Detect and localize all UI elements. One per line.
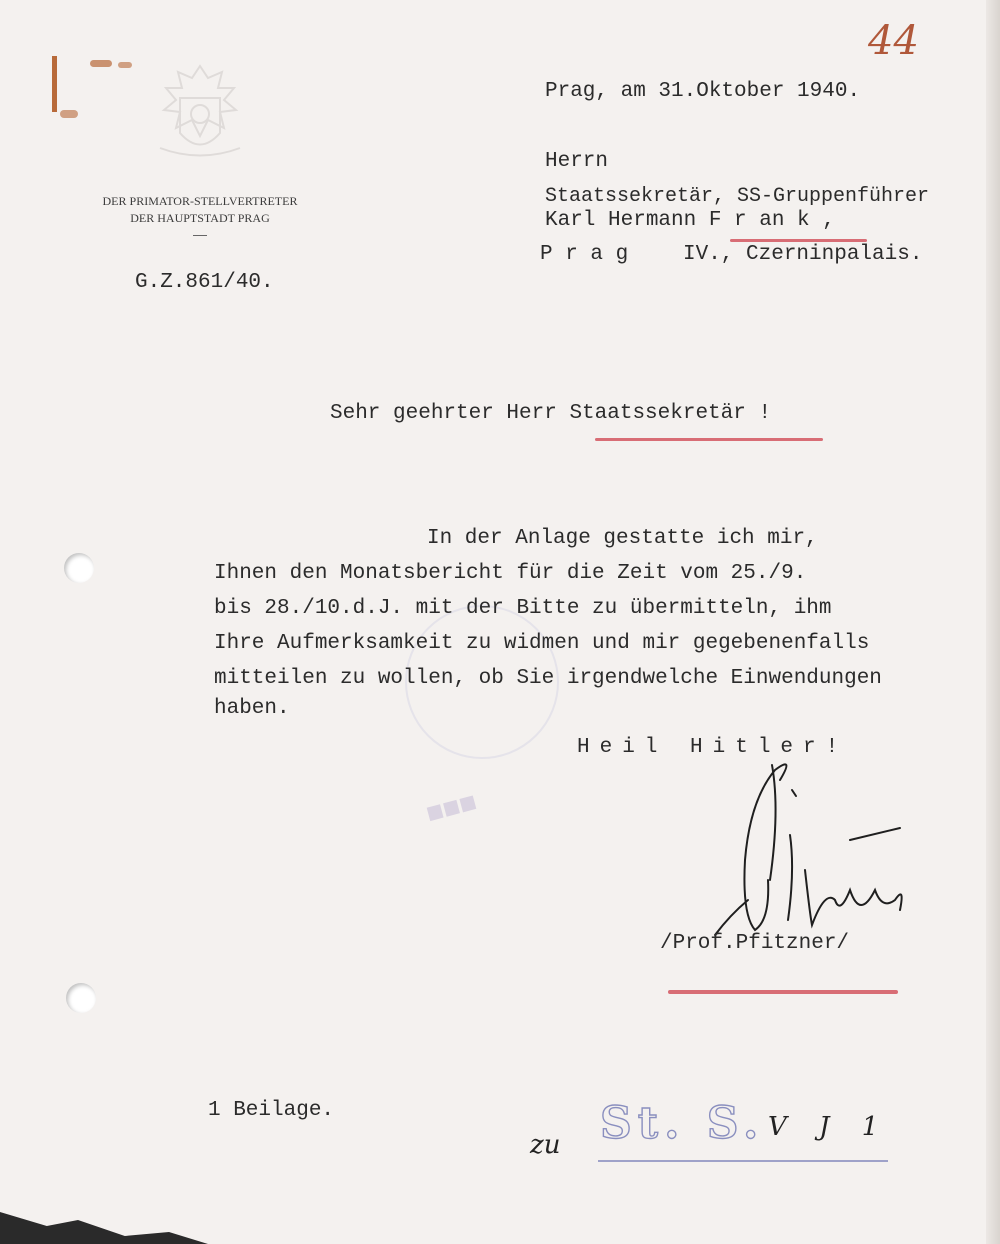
handwritten-signature — [700, 750, 930, 950]
red-pencil-underline-greeting — [595, 438, 823, 441]
rust-mark — [118, 62, 132, 68]
enclosure-note: 1 Beilage. — [208, 1099, 335, 1122]
handwritten-file-reference: V J 1 — [768, 1112, 891, 1142]
address-line-name: Karl Hermann F r an k , — [545, 209, 835, 232]
body-line: haben. — [214, 697, 290, 720]
address-line-title: Staatssekretär, SS-Gruppenführer — [545, 185, 930, 208]
letterhead-subtitle: DER HAUPTSTADT PRAG — [130, 211, 270, 225]
filing-stamp: St. S. — [600, 1098, 765, 1149]
body-line: Ihre Aufmerksamkeit zu widmen und mir gegebenenfalls — [214, 632, 870, 655]
embossed-crest-emblem — [140, 58, 260, 168]
address-salutation: Herrn — [545, 150, 609, 173]
letterhead-rule — [193, 235, 207, 236]
reference-number: G.Z.861/40. — [135, 271, 274, 294]
punch-hole — [66, 983, 96, 1013]
greeting: Sehr geehrter Herr Staatssekretär ! — [330, 402, 772, 425]
letterhead — [60, 193, 340, 236]
rust-mark — [60, 110, 78, 118]
faint-violet-stamp: ■■■ — [423, 790, 479, 825]
address-line-city: P r a g — [540, 243, 629, 266]
address-line-street: IV., Czerninpalais. — [683, 243, 923, 266]
closing: Heil Hitler! — [577, 736, 849, 759]
body-line: mitteilen zu wollen, ob Sie irgendwelche Einwendungen — [214, 667, 882, 690]
rust-mark — [52, 56, 57, 112]
rust-mark — [90, 60, 112, 67]
date-line: Prag, am 31.Oktober 1940. — [545, 80, 861, 103]
body-line: Ihnen den Monatsbericht für die Zeit vom 25./9. — [214, 562, 807, 585]
letterhead-title: DER PRIMATOR-STELLVERTRETER — [102, 194, 298, 208]
filing-stamp-underline — [598, 1160, 888, 1162]
torn-paper-edge — [0, 1204, 260, 1244]
punch-hole — [64, 553, 94, 583]
paper-edge-shadow — [986, 0, 1000, 1244]
body-line: In der Anlage gestatte ich mir, — [427, 527, 818, 550]
handwritten-zu: zu — [530, 1130, 561, 1160]
handwritten-folio-number: 44 — [868, 18, 919, 64]
red-pencil-underline-signatory — [668, 990, 898, 994]
body-line: bis 28./10.d.J. mit der Bitte zu übermitteln, ihm — [214, 597, 832, 620]
signatory-name: /Prof.Pfitzner/ — [660, 932, 850, 955]
